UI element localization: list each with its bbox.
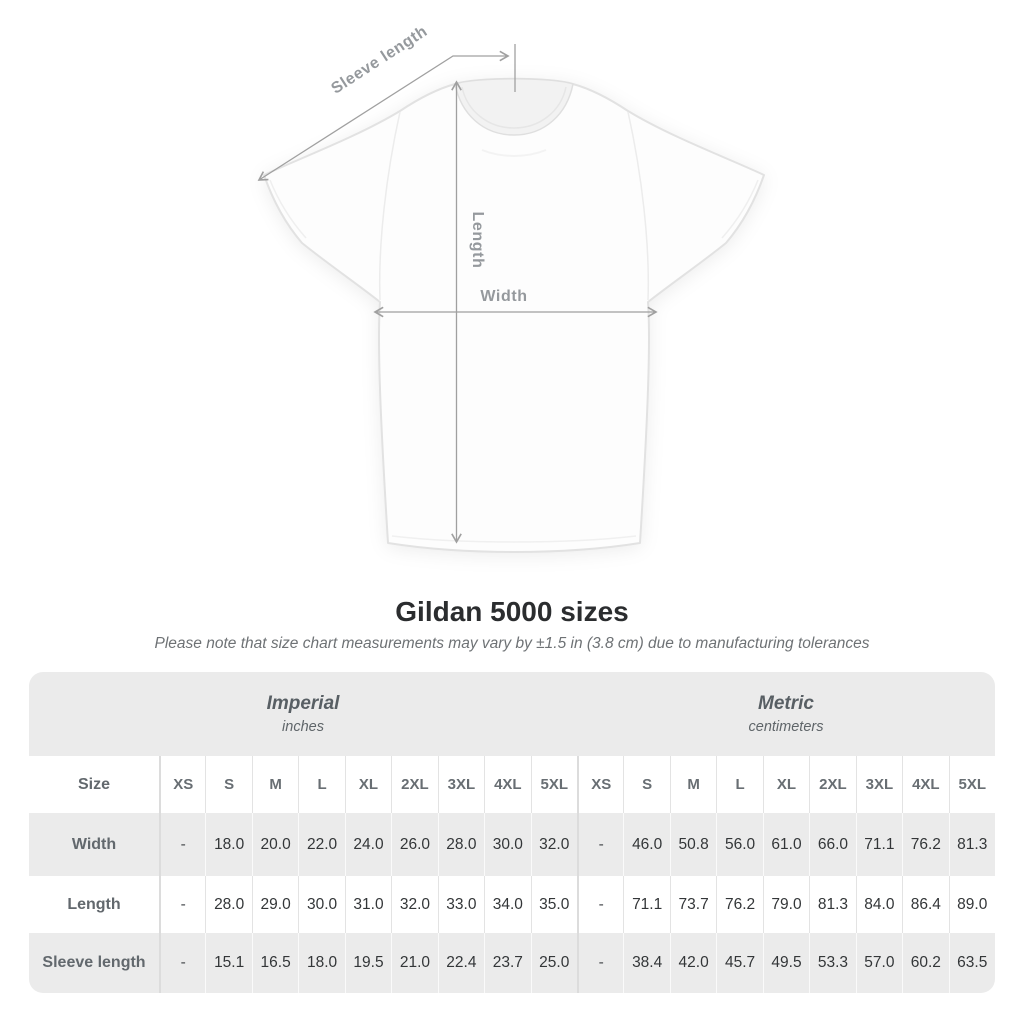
cell-width-imperial-5xl: 32.0	[531, 813, 577, 876]
col-header-metric-xs: XS	[577, 756, 623, 813]
length-label: Length	[469, 211, 486, 269]
cell-width-metric-4xl: 76.2	[902, 813, 948, 876]
metric-label: Metric	[758, 693, 814, 714]
cell-sleeve-length-metric-4xl: 60.2	[902, 933, 948, 993]
cell-length-imperial-xl: 31.0	[345, 876, 391, 933]
col-header-imperial-3xl: 3XL	[438, 756, 484, 813]
cell-length-metric-l: 76.2	[716, 876, 762, 933]
imperial-label: Imperial	[266, 693, 340, 714]
cell-sleeve-length-metric-xs: -	[577, 933, 623, 993]
imperial-sublabel: inches	[282, 719, 324, 735]
tolerance-note: Please note that size chart measurements may vary by ±1.5 in (3.8 cm) due to manufacturing tolerances	[154, 635, 870, 652]
metric-group-header	[577, 672, 995, 756]
cell-width-metric-5xl: 81.3	[949, 813, 995, 876]
col-header-imperial-xs: XS	[159, 756, 205, 813]
sleeve-length-label: Sleeve length	[328, 22, 431, 98]
cell-width-metric-xs: -	[577, 813, 623, 876]
cell-width-metric-2xl: 66.0	[809, 813, 855, 876]
cell-sleeve-length-imperial-xl: 19.5	[345, 933, 391, 993]
row-label: Length	[67, 895, 121, 913]
cell-width-imperial-m: 20.0	[252, 813, 298, 876]
cell-sleeve-length-metric-2xl: 53.3	[809, 933, 855, 993]
col-header-metric-4xl: 4XL	[902, 756, 948, 813]
cell-width-metric-s: 46.0	[623, 813, 669, 876]
cell-width-imperial-xl: 24.0	[345, 813, 391, 876]
cell-sleeve-length-metric-l: 45.7	[716, 933, 762, 993]
size-header-row	[29, 756, 995, 813]
cell-sleeve-length-imperial-3xl: 22.4	[438, 933, 484, 993]
cell-width-imperial-3xl: 28.0	[438, 813, 484, 876]
row-length	[29, 876, 995, 933]
page-title: Gildan 5000 sizes	[395, 596, 629, 627]
cell-sleeve-length-metric-5xl: 63.5	[949, 933, 995, 993]
cell-width-imperial-2xl: 26.0	[391, 813, 437, 876]
cell-sleeve-length-metric-xl: 49.5	[763, 933, 809, 993]
col-header-metric-xl: XL	[763, 756, 809, 813]
col-header-metric-5xl: 5XL	[949, 756, 995, 813]
cell-length-imperial-3xl: 33.0	[438, 876, 484, 933]
cell-width-metric-xl: 61.0	[763, 813, 809, 876]
col-header-metric-3xl: 3XL	[856, 756, 902, 813]
cell-sleeve-length-metric-m: 42.0	[670, 933, 716, 993]
col-header-imperial-5xl: 5XL	[531, 756, 577, 813]
cell-length-metric-4xl: 86.4	[902, 876, 948, 933]
cell-sleeve-length-imperial-s: 15.1	[205, 933, 251, 993]
cell-width-imperial-l: 22.0	[298, 813, 344, 876]
cell-length-metric-s: 71.1	[623, 876, 669, 933]
col-header-imperial-xl: XL	[345, 756, 391, 813]
metric-sublabel: centimeters	[748, 719, 824, 735]
col-header-metric-s: S	[623, 756, 669, 813]
cell-length-metric-xl: 79.0	[763, 876, 809, 933]
cell-length-imperial-s: 28.0	[205, 876, 251, 933]
cell-width-metric-3xl: 71.1	[856, 813, 902, 876]
cell-length-imperial-4xl: 34.0	[484, 876, 530, 933]
size-column-header: Size	[77, 775, 110, 793]
cell-length-imperial-5xl: 35.0	[531, 876, 577, 933]
cell-width-metric-m: 50.8	[670, 813, 716, 876]
cell-length-metric-xs: -	[577, 876, 623, 933]
cell-length-metric-2xl: 81.3	[809, 876, 855, 933]
row-width	[29, 813, 995, 876]
width-label: Width	[480, 288, 528, 305]
size-chart-table	[29, 672, 995, 993]
col-header-metric-l: L	[716, 756, 762, 813]
cell-length-imperial-m: 29.0	[252, 876, 298, 933]
cell-sleeve-length-metric-3xl: 57.0	[856, 933, 902, 993]
col-header-imperial-4xl: 4XL	[484, 756, 530, 813]
unit-groups-band	[29, 672, 995, 756]
cell-width-metric-l: 56.0	[716, 813, 762, 876]
row-sleeve-length	[29, 933, 995, 993]
measurements-grid	[29, 756, 995, 993]
tshirt-illustration	[264, 79, 764, 552]
cell-sleeve-length-imperial-2xl: 21.0	[391, 933, 437, 993]
cell-length-metric-3xl: 84.0	[856, 876, 902, 933]
col-header-imperial-m: M	[252, 756, 298, 813]
col-header-metric-2xl: 2XL	[809, 756, 855, 813]
col-header-imperial-s: S	[205, 756, 251, 813]
cell-width-imperial-xs: -	[159, 813, 205, 876]
cell-width-imperial-4xl: 30.0	[484, 813, 530, 876]
cell-sleeve-length-imperial-4xl: 23.7	[484, 933, 530, 993]
cell-length-imperial-xs: -	[159, 876, 205, 933]
cell-sleeve-length-imperial-l: 18.0	[298, 933, 344, 993]
cell-sleeve-length-imperial-xs: -	[159, 933, 205, 993]
cell-sleeve-length-imperial-5xl: 25.0	[531, 933, 577, 993]
cell-length-imperial-l: 30.0	[298, 876, 344, 933]
cell-length-metric-5xl: 89.0	[949, 876, 995, 933]
cell-length-imperial-2xl: 32.0	[391, 876, 437, 933]
col-header-imperial-l: L	[298, 756, 344, 813]
cell-sleeve-length-metric-s: 38.4	[623, 933, 669, 993]
cell-length-metric-m: 73.7	[670, 876, 716, 933]
row-label: Sleeve length	[42, 954, 146, 971]
col-header-metric-m: M	[670, 756, 716, 813]
cell-sleeve-length-imperial-m: 16.5	[252, 933, 298, 993]
imperial-group-header	[29, 672, 577, 756]
row-label: Width	[71, 835, 117, 853]
cell-width-imperial-s: 18.0	[205, 813, 251, 876]
col-header-imperial-2xl: 2XL	[391, 756, 437, 813]
